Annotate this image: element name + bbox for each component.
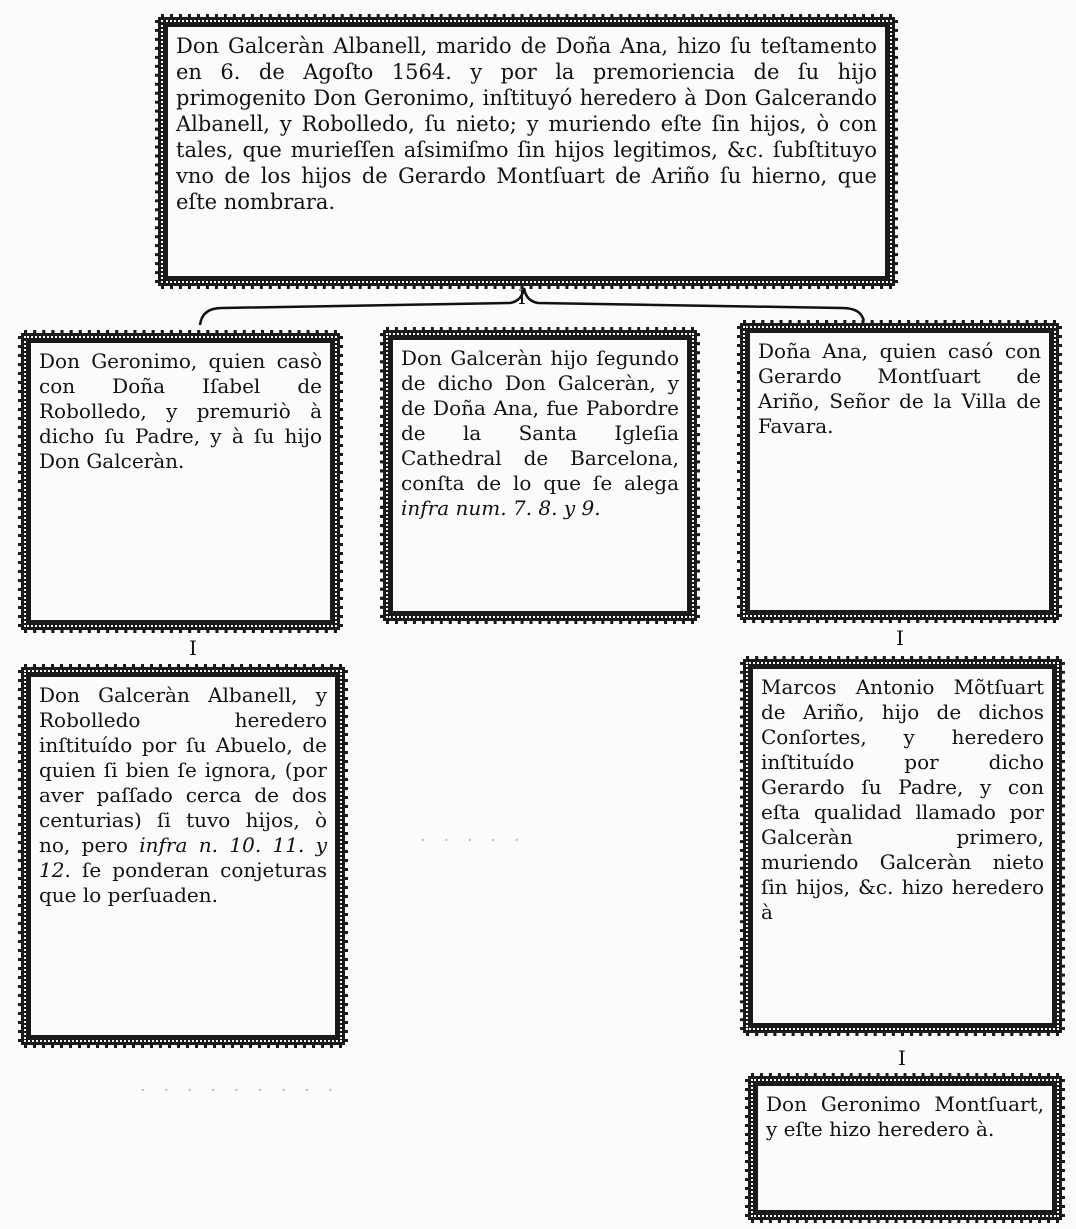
bleed-through-marks: · · · · · [420,830,526,851]
bleed-through-marks: · · · · · · · · · [140,1080,340,1101]
node-text: Doña Ana, quien casó con Gerardo Montſuart de Ariño, Señor de la Villa de Favara. [758,339,1041,438]
root-connector-tick: I [518,285,526,309]
node-marcos-antonio-montsuart [740,656,1065,1036]
geronimo-connector-tick: I [189,636,197,660]
node-text-reference: infra num. 7. 8. y 9. [401,496,601,520]
node-text [39,683,327,908]
node-don-geronimo [18,330,343,633]
node-text-main: Don Galceràn hijo ſegundo de dicho Don Galceràn, y de Doña Ana, fue Pabordre de la Santa Igleſia Cathedral de Barcelona, conſta de lo que ſe alega [401,346,679,495]
node-text: Don Geronimo, quien casò con Doña Iſabel de Robolledo, y premuriò à dicho ſu Padre, y à ſu hijo Don Galceràn. [39,349,322,473]
node-text: Don Galceràn Albanell, marido de Doña Ana, hizo ſu teſtamento en 6. de Agoſto 1564. y por la premoriencia de ſu hijo primogenito Don Geronimo, inſtituyó heredero à Don Galcerando Albanell, y Robolledo, ſu nieto; y muriendo eſte ſin hijos, ò con tales, que murieſſen aſsimiſmo ſin hijos legitimos, &c. ſubſtituyo vno de los hijos de Gerardo Montſuart de Ariño ſu hierno, que eſte nombrara. [176,34,877,214]
node-text-tail: ſe ponderan conjeturas que lo perſuaden. [39,858,327,907]
node-don-galceran-grandson [18,664,348,1048]
marcos-connector-tick: I [898,1046,906,1070]
node-don-geronimo-montsuart [745,1073,1065,1223]
node-text-main: Don Galceràn Albanell, y Robolledo heredero inſtituído por ſu Abuelo, de quien ſi bien ſe ignora, (por aver paſſado cerca de dos centurias) ſi tuvo hijos, ò no, pero [39,683,327,857]
node-text: Don Geronimo Montſuart, y eſte hizo heredero à. [766,1092,1044,1141]
ana-connector-tick: I [896,626,904,650]
genealogy-brace [0,0,1076,340]
node-text: Marcos Antonio Mõtſuart de Ariño, hijo de dichos Conſortes, y heredero inſtituído por dicho Gerardo ſu Padre, y con eſta qualidad llamado por Galceràn primero, muriendo Galceràn nieto ſin hijos, &c. hizo heredero à [761,675,1044,924]
node-don-galceran-son [380,327,700,624]
node-text [401,346,679,521]
node-dona-ana [737,320,1062,623]
node-text-reference: infra n. 10. 11. y 12. [39,833,327,882]
